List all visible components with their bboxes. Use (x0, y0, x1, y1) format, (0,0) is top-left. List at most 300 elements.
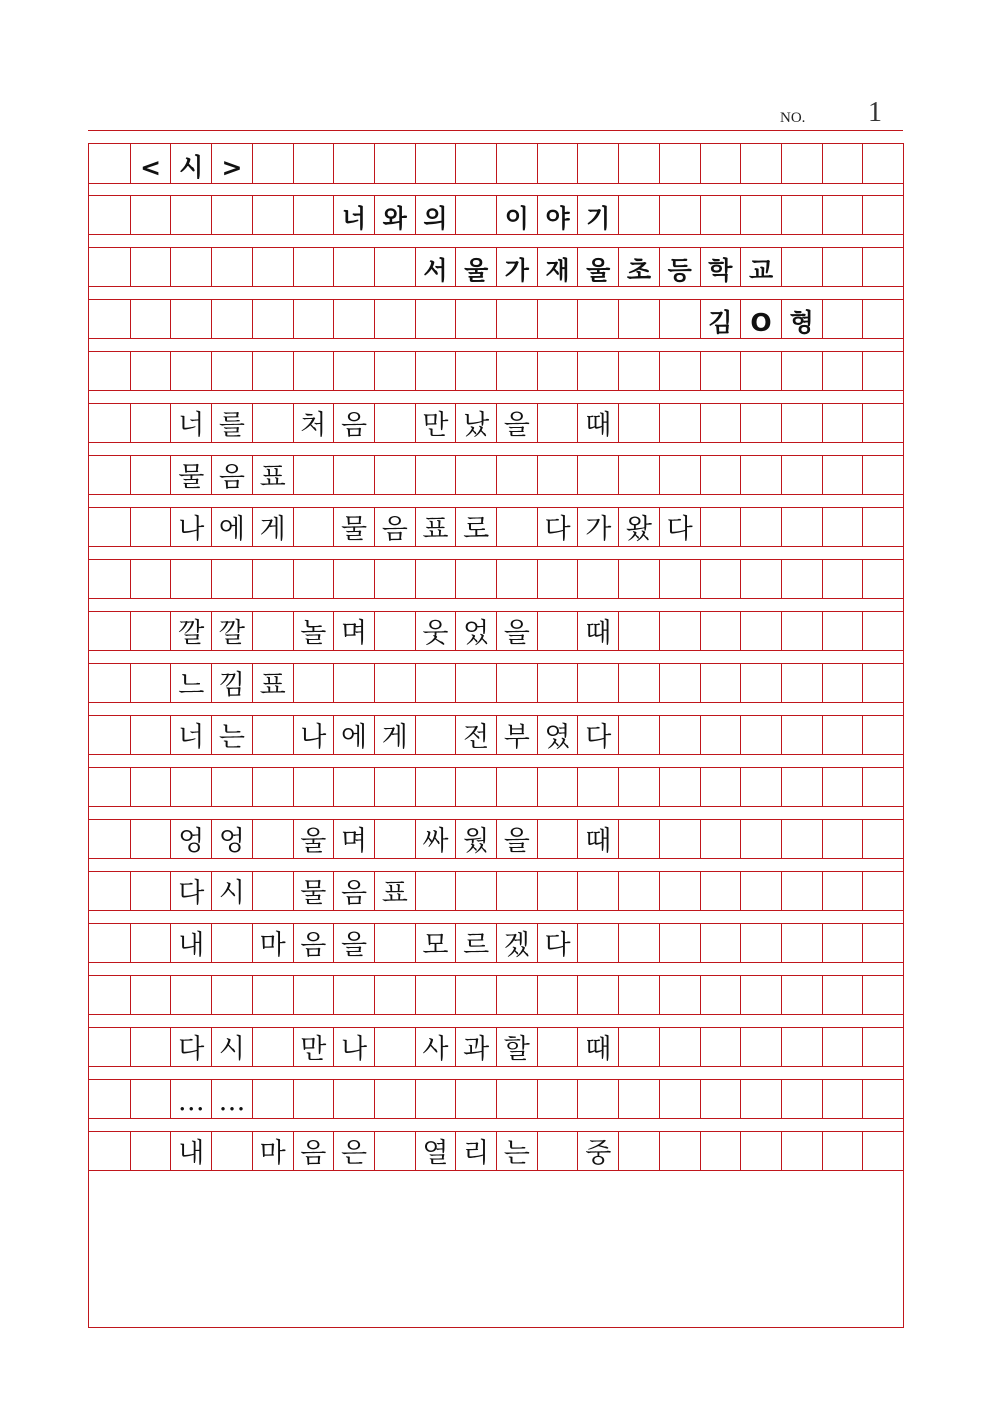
manuscript-row (89, 1027, 903, 1067)
grid-cell (822, 976, 863, 1014)
grid-cell (577, 560, 618, 598)
manuscript-row (89, 611, 903, 651)
grid-cell (89, 924, 130, 962)
grid-cell: 가 (496, 248, 537, 286)
grid-cell (781, 196, 822, 234)
manuscript-row (89, 247, 903, 287)
grid-cell (822, 248, 863, 286)
grid-cell (415, 664, 456, 702)
grid-cell (130, 716, 171, 754)
grid-cell (740, 508, 781, 546)
grid-cell: 중 (577, 1132, 618, 1170)
grid-cell (862, 248, 903, 286)
grid-cell (822, 768, 863, 806)
grid-cell (170, 560, 211, 598)
grid-cell: 울 (455, 248, 496, 286)
grid-cell (618, 976, 659, 1014)
grid-cell: O (740, 300, 781, 338)
grid-cell (537, 872, 578, 910)
grid-cell (781, 456, 822, 494)
grid-cell (822, 820, 863, 858)
grid-cell: 너 (170, 716, 211, 754)
grid-cell (659, 404, 700, 442)
grid-cell (374, 1132, 415, 1170)
grid-cell (333, 456, 374, 494)
manuscript-row (89, 663, 903, 703)
grid-cell (455, 456, 496, 494)
grid-cell (496, 560, 537, 598)
page-number: 1 (868, 97, 882, 128)
grid-cell (700, 1132, 741, 1170)
grid-cell: 나 (293, 716, 334, 754)
grid-cell (252, 768, 293, 806)
grid-cell (700, 196, 741, 234)
grid-cell: 때 (577, 820, 618, 858)
grid-cell (293, 508, 334, 546)
grid-cell (740, 612, 781, 650)
grid-cell (740, 196, 781, 234)
grid-cell (740, 560, 781, 598)
grid-cell: 리 (455, 1132, 496, 1170)
grid-cell (374, 248, 415, 286)
grid-cell (293, 300, 334, 338)
grid-cell (700, 1028, 741, 1066)
manuscript-row (89, 144, 903, 184)
grid-cell: 를 (211, 404, 252, 442)
grid-cell (130, 1080, 171, 1118)
grid-cell (252, 1080, 293, 1118)
grid-cell (781, 924, 822, 962)
grid-cell (700, 352, 741, 390)
grid-cell: 열 (415, 1132, 456, 1170)
grid-cell (822, 664, 863, 702)
grid-cell: 낌 (211, 664, 252, 702)
grid-cell (740, 976, 781, 1014)
grid-cell (211, 248, 252, 286)
grid-cell: 음 (333, 872, 374, 910)
grid-cell (618, 1080, 659, 1118)
grid-cell (659, 820, 700, 858)
grid-cell (862, 1132, 903, 1170)
grid-cell (740, 768, 781, 806)
grid-cell (781, 352, 822, 390)
grid-cell (781, 1132, 822, 1170)
grid-cell: 교 (740, 248, 781, 286)
grid-cell: 깔 (170, 612, 211, 650)
manuscript-row (89, 507, 903, 547)
grid-cell (822, 456, 863, 494)
grid-cell (130, 924, 171, 962)
grid-cell (700, 508, 741, 546)
grid-cell: 마 (252, 924, 293, 962)
manuscript-row (89, 1079, 903, 1119)
grid-cell: 음 (333, 404, 374, 442)
grid-cell: 때 (577, 612, 618, 650)
grid-cell (781, 976, 822, 1014)
grid-cell: 재 (537, 248, 578, 286)
grid-cell (374, 924, 415, 962)
grid-cell (740, 872, 781, 910)
grid-cell: 때 (577, 404, 618, 442)
grid-cell (700, 560, 741, 598)
grid-cell (170, 248, 211, 286)
grid-cell (130, 1028, 171, 1066)
grid-cell: 은 (333, 1132, 374, 1170)
grid-cell (455, 144, 496, 183)
grid-cell (822, 716, 863, 754)
grid-cell (537, 1132, 578, 1170)
grid-cell (89, 768, 130, 806)
grid-cell (781, 872, 822, 910)
grid-cell (252, 248, 293, 286)
grid-cell (700, 612, 741, 650)
grid-cell (577, 872, 618, 910)
grid-cell (89, 560, 130, 598)
grid-cell (130, 820, 171, 858)
grid-cell (781, 820, 822, 858)
grid-cell (537, 456, 578, 494)
grid-cell (822, 872, 863, 910)
grid-cell (822, 144, 863, 183)
grid-cell (822, 196, 863, 234)
grid-cell (700, 872, 741, 910)
grid-cell (415, 872, 456, 910)
grid-cell (700, 664, 741, 702)
grid-cell (618, 456, 659, 494)
grid-cell (211, 768, 252, 806)
grid-cell: 었 (455, 612, 496, 650)
grid-cell (455, 196, 496, 234)
grid-cell (659, 144, 700, 183)
grid-cell (659, 1132, 700, 1170)
grid-cell: 는 (496, 1132, 537, 1170)
grid-cell (862, 1080, 903, 1118)
grid-cell (130, 508, 171, 546)
grid-cell: 표 (415, 508, 456, 546)
grid-cell (862, 976, 903, 1014)
grid-cell (537, 352, 578, 390)
grid-cell (781, 404, 822, 442)
manuscript-row (89, 871, 903, 911)
grid-cell (577, 300, 618, 338)
grid-cell (740, 1028, 781, 1066)
grid-cell: 김 (700, 300, 741, 338)
grid-cell (659, 924, 700, 962)
grid-cell (862, 768, 903, 806)
grid-cell (455, 664, 496, 702)
grid-cell (862, 664, 903, 702)
grid-cell (89, 1132, 130, 1170)
grid-cell (740, 456, 781, 494)
grid-cell (455, 872, 496, 910)
grid-cell: 웠 (455, 820, 496, 858)
grid-cell (252, 560, 293, 598)
grid-cell: 시 (211, 872, 252, 910)
grid-cell (700, 1080, 741, 1118)
grid-cell (577, 352, 618, 390)
grid-cell: 났 (455, 404, 496, 442)
grid-cell (781, 508, 822, 546)
grid-cell (659, 196, 700, 234)
grid-cell (618, 1132, 659, 1170)
grid-cell: 며 (333, 820, 374, 858)
manuscript-row (89, 923, 903, 963)
manuscript-sheet (88, 143, 904, 1328)
grid-cell (862, 404, 903, 442)
grid-cell (822, 924, 863, 962)
grid-cell (130, 352, 171, 390)
grid-cell (293, 664, 334, 702)
manuscript-row (89, 195, 903, 235)
grid-cell (415, 976, 456, 1014)
grid-cell (496, 768, 537, 806)
grid-cell (252, 352, 293, 390)
grid-cell (659, 664, 700, 702)
grid-cell: 표 (252, 456, 293, 494)
grid-cell (89, 456, 130, 494)
grid-cell (537, 404, 578, 442)
grid-cell (618, 716, 659, 754)
grid-cell: 야 (537, 196, 578, 234)
grid-cell (415, 144, 456, 183)
grid-cell (496, 300, 537, 338)
grid-cell: 만 (293, 1028, 334, 1066)
grid-cell (252, 196, 293, 234)
grid-cell (130, 1132, 171, 1170)
grid-cell: 음 (293, 924, 334, 962)
grid-cell (252, 976, 293, 1014)
grid-cell: 을 (333, 924, 374, 962)
grid-cell (659, 612, 700, 650)
grid-cell: 울 (577, 248, 618, 286)
grid-cell: 다 (537, 508, 578, 546)
grid-cell (211, 1132, 252, 1170)
grid-cell (618, 352, 659, 390)
grid-cell: 할 (496, 1028, 537, 1066)
grid-cell: < (130, 144, 171, 183)
grid-cell (781, 664, 822, 702)
grid-cell: 며 (333, 612, 374, 650)
grid-cell (455, 560, 496, 598)
grid-cell: 물 (293, 872, 334, 910)
grid-cell (862, 1028, 903, 1066)
grid-cell (618, 300, 659, 338)
grid-cell (577, 924, 618, 962)
grid-cell (130, 300, 171, 338)
grid-cell: 마 (252, 1132, 293, 1170)
grid-cell (415, 716, 456, 754)
grid-cell (374, 820, 415, 858)
grid-cell (130, 404, 171, 442)
grid-cell (822, 1132, 863, 1170)
grid-cell: 다 (659, 508, 700, 546)
grid-cell (700, 716, 741, 754)
grid-cell (89, 1080, 130, 1118)
grid-cell: 물 (333, 508, 374, 546)
manuscript-row (89, 767, 903, 807)
grid-cell (781, 612, 822, 650)
grid-cell (537, 300, 578, 338)
grid-cell (659, 976, 700, 1014)
grid-cell (89, 404, 130, 442)
grid-cell (170, 768, 211, 806)
grid-cell (781, 716, 822, 754)
grid-cell: 였 (537, 716, 578, 754)
grid-cell (374, 1080, 415, 1118)
grid-cell (496, 872, 537, 910)
grid-cell (415, 352, 456, 390)
grid-cell: 사 (415, 1028, 456, 1066)
grid-cell (700, 976, 741, 1014)
grid-cell (577, 664, 618, 702)
grid-cell (862, 560, 903, 598)
grid-cell (618, 144, 659, 183)
grid-cell (740, 1132, 781, 1170)
grid-cell (781, 1028, 822, 1066)
grid-cell: 겠 (496, 924, 537, 962)
grid-cell: 모 (415, 924, 456, 962)
grid-cell (537, 1080, 578, 1118)
grid-cell (496, 664, 537, 702)
grid-cell (211, 352, 252, 390)
grid-cell (618, 404, 659, 442)
grid-cell (293, 352, 334, 390)
grid-cell (862, 820, 903, 858)
grid-cell (496, 508, 537, 546)
grid-cell (293, 456, 334, 494)
grid-cell (455, 976, 496, 1014)
grid-cell (333, 560, 374, 598)
grid-cell (700, 768, 741, 806)
grid-cell (862, 872, 903, 910)
grid-cell (496, 352, 537, 390)
grid-cell: 게 (374, 716, 415, 754)
grid-cell (618, 924, 659, 962)
grid-cell (618, 560, 659, 598)
grid-cell (333, 976, 374, 1014)
grid-cell: 느 (170, 664, 211, 702)
grid-cell (618, 196, 659, 234)
grid-cell: 형 (781, 300, 822, 338)
grid-cell: 기 (577, 196, 618, 234)
grid-cell (252, 716, 293, 754)
grid-cell (293, 248, 334, 286)
grid-cell: 을 (496, 404, 537, 442)
grid-cell (130, 872, 171, 910)
manuscript-row (89, 975, 903, 1015)
grid-cell (537, 612, 578, 650)
grid-cell: 처 (293, 404, 334, 442)
grid-cell (740, 404, 781, 442)
grid-cell (822, 300, 863, 338)
grid-cell (822, 404, 863, 442)
grid-cell (89, 612, 130, 650)
grid-cell: > (211, 144, 252, 183)
grid-cell (496, 976, 537, 1014)
grid-cell (252, 300, 293, 338)
grid-cell (740, 352, 781, 390)
header-rule (88, 130, 903, 131)
grid-cell (293, 560, 334, 598)
manuscript-row (89, 559, 903, 599)
grid-cell (374, 664, 415, 702)
grid-cell: 전 (455, 716, 496, 754)
grid-cell (374, 560, 415, 598)
grid-cell: 부 (496, 716, 537, 754)
grid-cell: 엉 (211, 820, 252, 858)
grid-cell (170, 300, 211, 338)
manuscript-row (89, 455, 903, 495)
grid-cell: 울 (293, 820, 334, 858)
grid-cell (659, 768, 700, 806)
grid-cell (170, 352, 211, 390)
grid-cell: 학 (700, 248, 741, 286)
grid-cell (252, 820, 293, 858)
grid-cell: 나 (333, 1028, 374, 1066)
grid-cell: 음 (211, 456, 252, 494)
grid-cell (496, 1080, 537, 1118)
grid-cell: 내 (170, 924, 211, 962)
grid-cell (455, 1080, 496, 1118)
grid-cell (618, 664, 659, 702)
grid-cell (537, 976, 578, 1014)
grid-cell (659, 872, 700, 910)
grid-cell (293, 768, 334, 806)
grid-cell: 내 (170, 1132, 211, 1170)
grid-cell: 다 (577, 716, 618, 754)
grid-cell (822, 560, 863, 598)
grid-cell (822, 1028, 863, 1066)
grid-cell (333, 664, 374, 702)
grid-cell (659, 352, 700, 390)
grid-cell: 너 (170, 404, 211, 442)
grid-cell (740, 716, 781, 754)
grid-cell (862, 196, 903, 234)
grid-cell (374, 976, 415, 1014)
manuscript-row (89, 715, 903, 755)
grid-cell: 표 (252, 664, 293, 702)
grid-cell (415, 1080, 456, 1118)
manuscript-row (89, 403, 903, 443)
grid-cell (659, 716, 700, 754)
grid-cell: 게 (252, 508, 293, 546)
grid-cell (374, 768, 415, 806)
manuscript-row (89, 351, 903, 391)
grid-cell: 과 (455, 1028, 496, 1066)
grid-cell (89, 144, 130, 183)
page-number-label: NO. (780, 110, 806, 126)
grid-cell: 나 (170, 508, 211, 546)
grid-cell (862, 924, 903, 962)
grid-cell (415, 560, 456, 598)
grid-cell (374, 352, 415, 390)
grid-cell (537, 664, 578, 702)
grid-cell: 때 (577, 1028, 618, 1066)
grid-cell (537, 768, 578, 806)
grid-cell (374, 144, 415, 183)
grid-cell (537, 1028, 578, 1066)
grid-cell (740, 924, 781, 962)
grid-cell: 이 (496, 196, 537, 234)
grid-cell: 다 (170, 872, 211, 910)
grid-cell (374, 612, 415, 650)
grid-cell: 는 (211, 716, 252, 754)
grid-cell (740, 664, 781, 702)
grid-cell (862, 612, 903, 650)
grid-cell (89, 664, 130, 702)
grid-cell: 너 (333, 196, 374, 234)
grid-cell (577, 144, 618, 183)
